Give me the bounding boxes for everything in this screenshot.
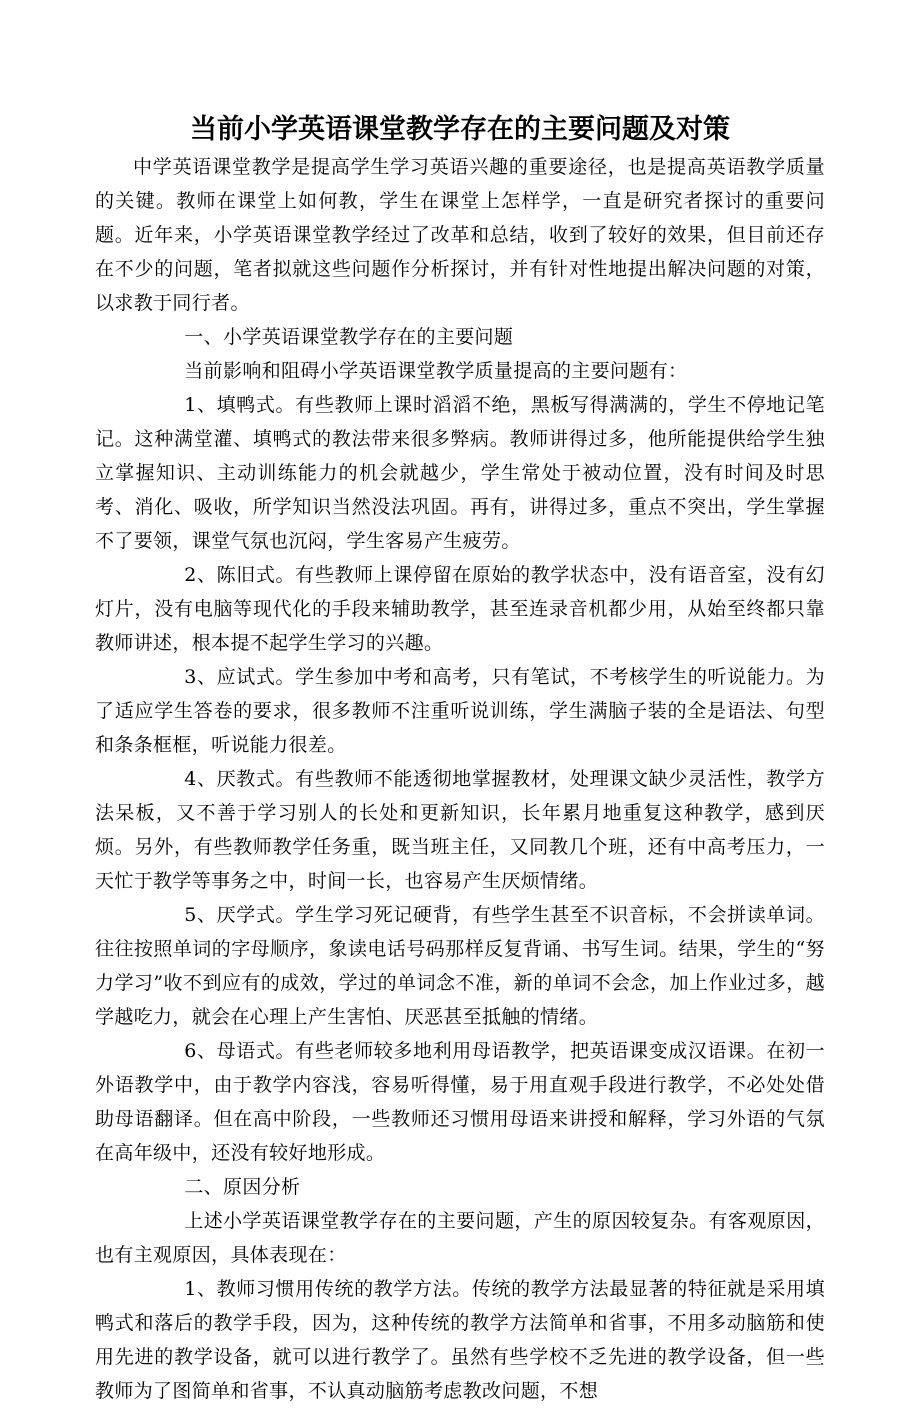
document-title: 当前小学英语课堂教学存在的主要问题及对策 <box>190 114 730 145</box>
paragraph-item-6: 6、母语式。有些老师较多地利用母语教学，把英语课变成汉语课。在初一外语教学中，由于教学内容浅，容易听得懂，易于用直观手段进行教学，不必处处借助母语翻译。但在高中阶段，一些教师还习惯用母语来讲授和解释，学习外语的气氛在高年级中，还没有较好地形成。 <box>95 1040 825 1164</box>
paragraph-item-2: 2、陈旧式。有些教师上课停留在原始的教学状态中，没有语音室，没有幻灯片，没有电脑等现代化的手段来辅助教学，甚至连录音机都少用，从始至终都只靠教师讲述，根本提不起学生学习的兴趣。 <box>95 564 825 654</box>
paragraph-intro: 中学英语课堂教学是提高学生学习英语兴趣的重要途径，也是提高英语教学质量的关键。教师在课堂上如何教，学生在课堂上怎样学，一直是研究者探讨的重要问题。近年来，小学英语课堂教学经过了改革和总结，收到了较好的效果，但目前还存在不少的问题，笔者拟就这些问题作分析探讨，并有针对性地提出解决问题的对策，以求教于同行者。 <box>95 156 825 314</box>
paragraph-item-3: 3、应试式。学生参加中考和高考，只有笔试，不考核学生的听说能力。为了适应学生答卷的要求，很多教师不注重听说训练，学生满脑子装的全是语法、句型和条条框框，听说能力很差。 <box>95 666 825 756</box>
section-heading-problems: 一、小学英语课堂教学存在的主要问题 <box>184 326 514 348</box>
paragraph-item-4: 4、厌教式。有些教师不能透彻地掌握教材，处理课文缺少灵活性，教学方法呆板，又不善于学习别人的长处和更新知识，长年累月地重复这种教学，感到厌烦。另外，有些教师教学任务重，既当班主任，又同教几个班，还有中高考压力，一天忙于教学等事务之中，时间一长，也容易产生厌烦情绪。 <box>95 768 825 892</box>
paragraph-causes-lead: 上述小学英语课堂教学存在的主要问题，产生的原因较复杂。有客观原因，也有主观原因，具体表现在： <box>95 1210 825 1266</box>
paragraph-item-1: 1、填鸭式。有些教师上课时滔滔不绝，黑板写得满满的，学生不停地记笔记。这种满堂灌、填鸭式的教法带来很多弊病。教师讲得过多，他所能提供给学生独立掌握知识、主动训练能力的机会就越少，学生常处于被动位置，没有时间及时思考、消化、吸收，所学知识当然没法巩固。再有，讲得过多，重点不突出，学生掌握不了要领，课堂气氛也沉闷，学生客易产生疲劳。 <box>95 394 825 552</box>
paragraph-cause-1: 1、教师习惯用传统的教学方法。传统的教学方法最显著的特征就是采用填鸭式和落后的教学手段，因为，这种传统的教学方法简单和省事，不用多动脑筋和使用先进的教学设备，就可以进行教学了。虽然有些学校不乏先进的教学设备，但一些教师为了图简单和省事，不认真动脑筋考虑教改问题，不想 <box>95 1278 825 1402</box>
paragraph-item-5: 5、厌学式。学生学习死记硬背，有些学生甚至不识音标，不会拼读单词。往往按照单词的字母顺序，象读电话号码那样反复背诵、书写生词。结果，学生的“努力学习”收不到应有的成效，学过的单词念不准，新的单词不会念，加上作业过多，越学越吃力，就会在心理上产生害怕、厌恶甚至抵触的情绪。 <box>95 904 825 1028</box>
paragraph-problems-lead: 当前影响和阻碍小学英语课堂教学质量提高的主要问题有： <box>184 360 688 382</box>
section-heading-causes: 二、原因分析 <box>184 1176 301 1198</box>
document-body <box>95 150 825 1408</box>
